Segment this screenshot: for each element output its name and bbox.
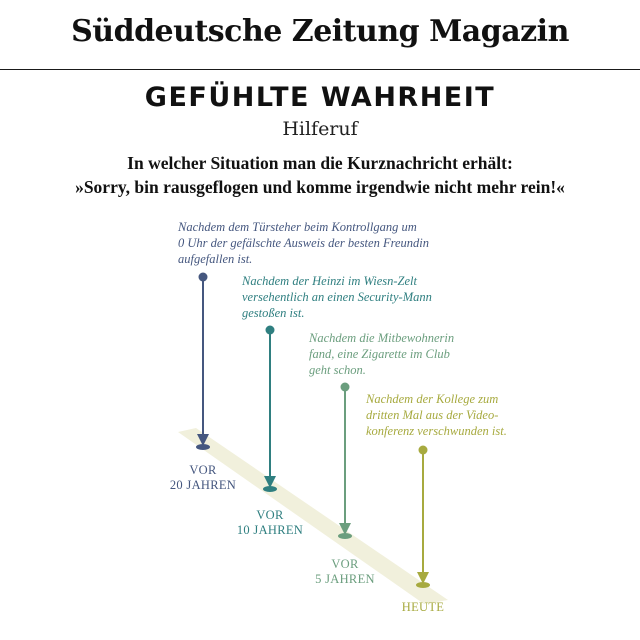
stage-1-end-marker <box>196 444 210 450</box>
stage-2-note <box>242 273 432 321</box>
stage-3-start-dot <box>341 383 350 392</box>
stage-2-label-line: 10 JAHREN <box>236 523 304 537</box>
stage-1-label-line: 20 JAHREN <box>169 478 237 492</box>
stage-4-start-dot <box>419 446 428 455</box>
stage-3-note <box>309 330 454 378</box>
stage-2-note-line: versehentlich an einen Security-Mann <box>242 290 432 304</box>
stage-1-start-dot <box>199 273 208 282</box>
stage-3-note-line: Nachdem die Mitbewohnerin <box>309 331 455 345</box>
stage-2-note-line: Nachdem der Heinzi im Wiesn-Zelt <box>242 274 417 288</box>
stage-1-note <box>178 219 429 267</box>
stage-2-label <box>220 508 320 538</box>
stage-1-note-line: aufgefallen ist. <box>178 252 253 266</box>
stage-4-label-line: HEUTE <box>401 600 445 614</box>
stage-2-start-dot <box>266 326 275 335</box>
stage-2-label-line: VOR <box>256 508 284 522</box>
stage-1-note-line: 0 Uhr der gefälschte Ausweis der besten Freundin <box>178 236 430 250</box>
stage-2-note-line: gestoßen ist. <box>242 306 305 320</box>
stage-4-note-line: konferenz verschwunden ist. <box>366 424 507 438</box>
headline: GEFÜHLTE WAHRHEIT <box>144 82 496 113</box>
stage-1-label <box>153 463 253 493</box>
stage-4-note-line: dritten Mal aus der Video- <box>366 408 499 422</box>
stage-4-note <box>366 391 507 439</box>
stage-4-label <box>373 600 473 615</box>
masthead-title: Süddeutsche Zeitung Magazin <box>71 14 569 49</box>
stage-3-end-marker <box>338 533 352 539</box>
stage-1-label-line: VOR <box>189 463 217 477</box>
stage-4-end-marker <box>416 582 430 588</box>
stage-3-label-line: VOR <box>331 557 359 571</box>
stage-3-note-line: geht schon. <box>309 363 366 377</box>
stage-3-note-line: fand, eine Zigarette im Club <box>309 347 450 361</box>
question-line-1: In welcher Situation man die Kurznachricht erhält: <box>127 153 513 173</box>
stage-1-note-line: Nachdem dem Türsteher beim Kontrollgang um <box>178 220 417 234</box>
stage-4-note-line: Nachdem der Kollege zum <box>366 392 499 406</box>
question-line-2: »Sorry, bin rausgeflogen und komme irgendwie nicht mehr rein!« <box>75 177 565 197</box>
stage-2-end-marker <box>263 486 277 492</box>
subhead: Hilferuf <box>282 118 358 140</box>
stage-3-label <box>295 557 395 587</box>
stage-3-label-line: 5 JAHREN <box>315 572 375 586</box>
